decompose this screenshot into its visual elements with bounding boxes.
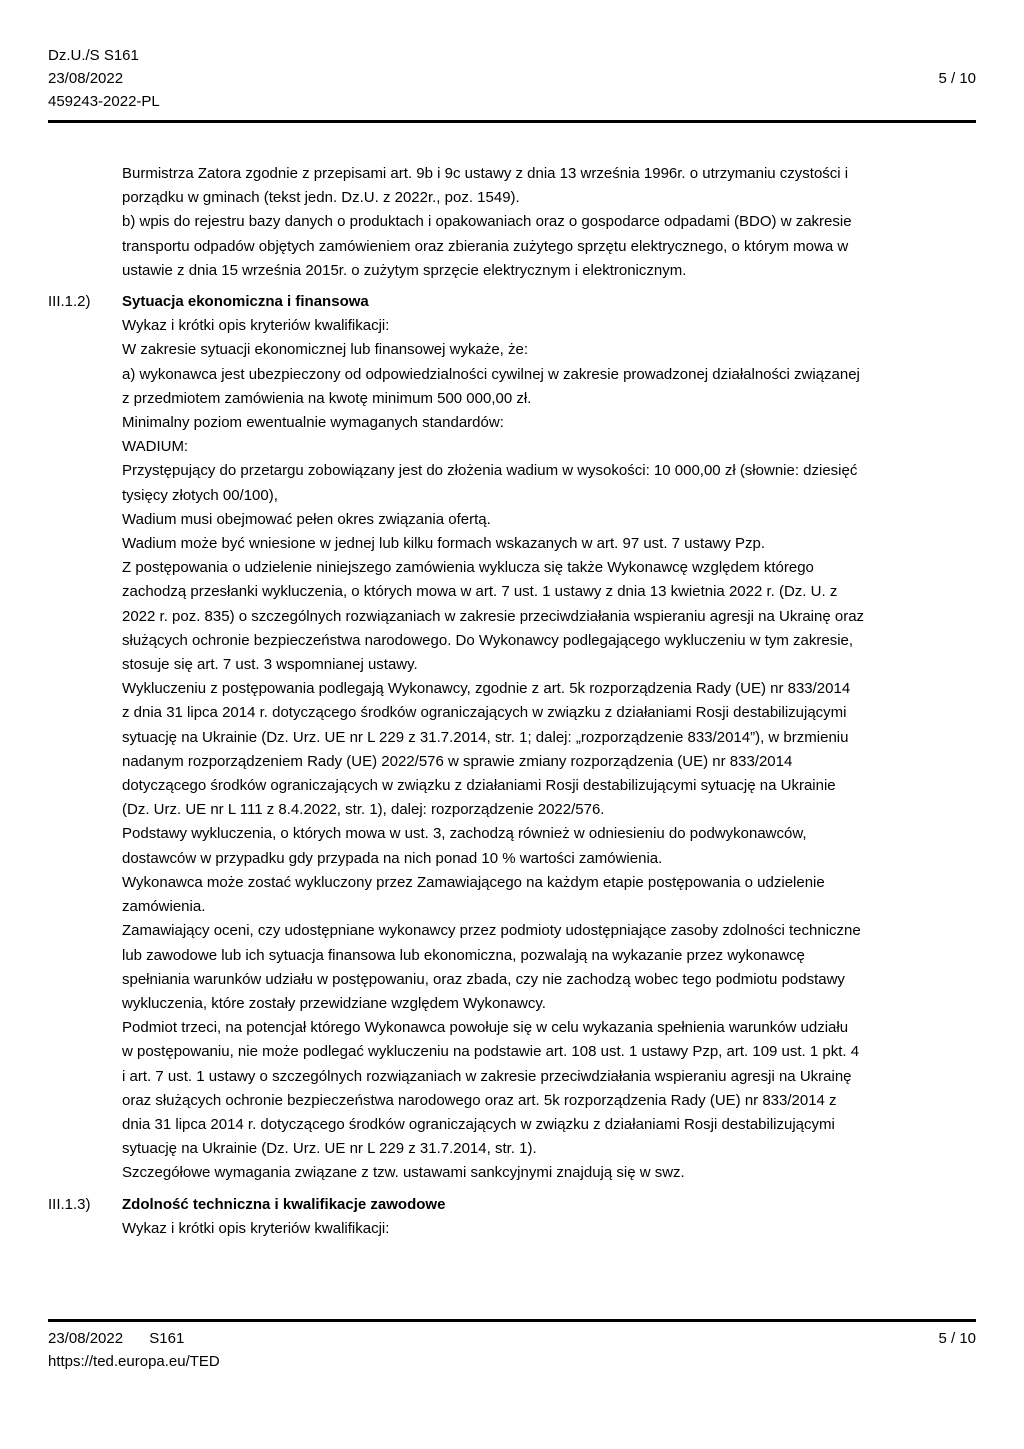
- section-number: III.1.2): [48, 293, 91, 311]
- header-publication-info: [48, 44, 976, 113]
- text-line: Burmistrza Zatora zgodnie z przepisami art. 9b i 9c ustawy z dnia 13 września 1996r. o utrzymaniu czystości i: [122, 165, 849, 182]
- text-line: oraz służących ochronie bezpieczeństwa narodowego oraz art. 5k rozporządzenia Rady (UE) nr 833/2014 z: [122, 1091, 837, 1109]
- footer-series: S161: [149, 1330, 185, 1347]
- text-line: i art. 7 ust. 1 ustawy o szczególnych rozwiązaniach w zakresie przeciwdziałania wspieraniu agresji na Ukrainę: [122, 1067, 852, 1085]
- footer-date: 23/08/2022: [48, 1330, 124, 1347]
- text-line: sytuację na Ukrainie (Dz. Urz. UE nr L 229 z 31.7.2014, str. 1; dalej: „rozporządzenie 833/2014”), w brzmieniu: [122, 728, 849, 746]
- text-line: b) wpis do rejestru bazy danych o produktach i opakowaniach oraz o gospodarce odpadami (BDO) w zakresie: [122, 213, 852, 231]
- text-line: Zamawiający oceni, czy udostępniane wykonawcy przez podmioty udostępniające zasoby zdolności techniczne: [122, 922, 861, 940]
- text-line: Z postępowania o udzielenie niniejszego zamówienia wyklucza się także Wykonawcę względem którego: [122, 559, 814, 577]
- text-line: Wykluczeniu z postępowania podlegają Wykonawcy, zgodnie z art. 5k rozporządzenia Rady (UE) nr 833/2014: [122, 680, 851, 698]
- header-document-number: 459243-2022-PL: [48, 93, 160, 110]
- text-line: z przedmiotem zamówienia na kwotę minimum 500 000,00 zł.: [122, 389, 532, 407]
- header-page-number: 5 / 10: [938, 70, 976, 87]
- text-line: W zakresie sytuacji ekonomicznej lub finansowej wykaże, że:: [122, 341, 529, 359]
- text-line: stosuje się art. 7 ust. 3 wspomnianej ustawy.: [122, 656, 418, 674]
- text-line: nadanym rozporządzeniem Rady (UE) 2022/576 w sprawie zmiany rozporządzenia (UE) nr 833/2014: [122, 752, 793, 770]
- footer-page-number: 5 / 10: [938, 1330, 976, 1347]
- footer-url: https://ted.europa.eu/TED: [48, 1353, 220, 1370]
- text-line: Minimalny poziom ewentualnie wymaganych standardów:: [122, 414, 504, 432]
- document-blocks: [48, 162, 976, 1241]
- text-line: a) wykonawca jest ubezpieczony od odpowiedzialności cywilnej w zakresie prowadzonej działalności związanej: [122, 365, 860, 383]
- text-line: zachodzą przesłanki wykluczenia, o których mowa w art. 7 ust. 1 ustawy z dnia 13 kwietnia 2022 r. (Dz. U. z: [122, 583, 838, 601]
- text-line: porządku w gminach (tekst jedn. Dz.U. z 2022r., poz. 1549).: [122, 189, 520, 207]
- page-header: [48, 44, 976, 123]
- text-line: transportu odpadów objętych zamówieniem oraz zbierania zużytego sprzętu elektrycznego, o którym mowa w: [122, 237, 849, 255]
- section-body: [122, 290, 976, 1186]
- text-line: Wadium może być wniesione w jednej lub kilku formach wskazanych w art. 97 ust. 7 ustawy Pzp.: [122, 535, 766, 553]
- text-line: Wadium musi obejmować pełen okres związania ofertą.: [122, 510, 491, 528]
- text-line: służących ochronie bezpieczeństwa narodowego. Do Wykonawcy podlegającego wykluczeniu w tym zakresie,: [122, 631, 854, 649]
- section-title: Zdolność techniczna i kwalifikacje zawodowe: [122, 1195, 446, 1213]
- section-block: [48, 290, 976, 1186]
- text-line: tysięcy złotych 00/100),: [122, 486, 278, 504]
- text-line: (Dz. Urz. UE nr L 111 z 8.4.2022, str. 1), dalej: rozporządzenie 2022/576.: [122, 801, 605, 819]
- text-line: sytuację na Ukrainie (Dz. Urz. UE nr L 229 z 31.7.2014, str. 1).: [122, 1140, 537, 1158]
- text-line: z dnia 31 lipca 2014 r. dotyczącego środków ograniczających w związku z działaniami Rosji destabilizującymi: [122, 704, 847, 722]
- header-journal-id: Dz.U./S S161: [48, 47, 139, 64]
- section-body: [122, 162, 976, 283]
- page-footer: [48, 1319, 976, 1373]
- text-line: Wykonawca może zostać wykluczony przez Zamawiającego na każdym etapie postępowania o udzielenie: [122, 873, 825, 891]
- section-number: [48, 162, 122, 283]
- section-block: [48, 1193, 976, 1241]
- text-line: lub zawodowe lub ich sytuacja finansowa lub ekonomiczna, pozwalają na wykazanie przez wykonawcę: [122, 946, 805, 964]
- text-line: w postępowaniu, nie może podlegać wykluczeniu na podstawie art. 108 ust. 1 ustawy Pzp, art. 109 ust. 1 pkt. 4: [122, 1043, 860, 1061]
- text-line: zamówienia.: [122, 898, 206, 916]
- text-line: Wykaz i krótki opis kryteriów kwalifikacji:: [122, 1219, 390, 1237]
- footer-rule: [48, 1319, 976, 1322]
- text-line: 2022 r. poz. 835) o szczególnych rozwiązaniach w zakresie przeciwdziałania wspieraniu agresji na Ukrainę oraz: [122, 607, 865, 625]
- section-number: III.1.3): [48, 1195, 91, 1213]
- header-date: 23/08/2022: [48, 70, 124, 87]
- text-line: Przystępujący do przetargu zobowiązany jest do złożenia wadium w wysokości: 10 000,00 zł (słownie: dziesięć: [122, 462, 858, 480]
- text-line: ustawie z dnia 15 września 2015r. o zużytym sprzęcie elektrycznym i elektronicznym.: [122, 261, 687, 279]
- section-title: Sytuacja ekonomiczna i finansowa: [122, 293, 369, 311]
- text-line: dnia 31 lipca 2014 r. dotyczącego środków ograniczających w związku z działaniami Rosji destabilizującymi: [122, 1115, 835, 1133]
- text-line: Podmiot trzeci, na potencjał którego Wykonawca powołuje się w celu wykazania spełnienia warunków udziału: [122, 1019, 849, 1037]
- header-rule: [48, 120, 976, 123]
- text-line: spełniania warunków udziału w postępowaniu, oraz zbada, czy nie zachodzą wobec tego podmiotu podstawy: [122, 970, 845, 988]
- text-line: WADIUM:: [122, 438, 189, 456]
- text-line: Wykaz i krótki opis kryteriów kwalifikacji:: [122, 317, 390, 335]
- section-body: [122, 1193, 976, 1241]
- text-line: Szczegółowe wymagania związane z tzw. ustawami sankcyjnymi znajdują się w swz.: [122, 1164, 685, 1182]
- paragraph-block: [48, 162, 976, 283]
- text-line: dostawców w przypadku gdy przypada na nich ponad 10 % wartości zamówienia.: [122, 849, 663, 867]
- text-line: wykluczenia, które zostały przewidziane względem Wykonawcy.: [122, 994, 546, 1012]
- text-line: dotyczącego środków ograniczających w związku z działaniami Rosji destabilizującymi sytuację na Ukrainie: [122, 777, 836, 795]
- text-line: Podstawy wykluczenia, o których mowa w ust. 3, zachodzą również w odniesieniu do podwykonawców,: [122, 825, 807, 843]
